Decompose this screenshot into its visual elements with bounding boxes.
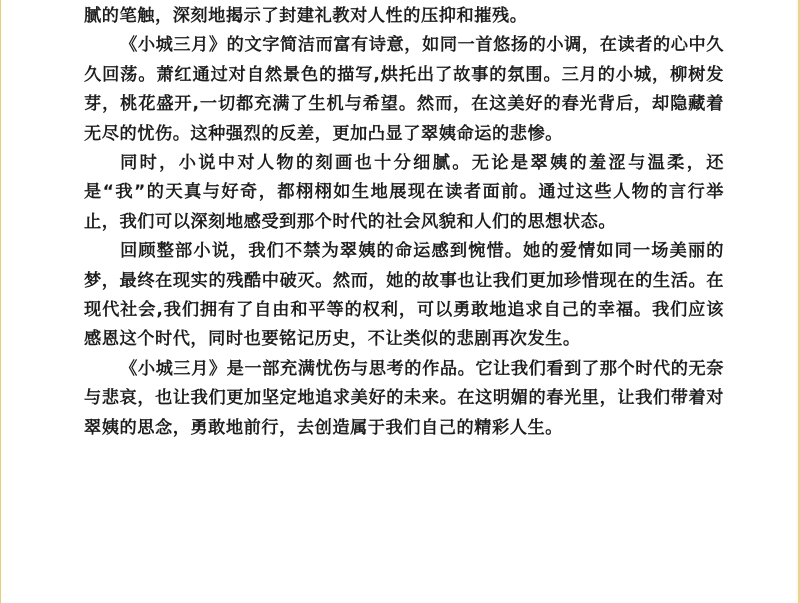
paragraph-characters: 同时，小说中对人物的刻画也十分细腻。无论是翠姨的羞涩与温柔，还是“我”的天真与好奇，都栩栩如生地展现在读者面前。通过这些人物的言行举止，我们可以深刻地感受到那个时代的社会风貌和人们的思想状态。 <box>84 153 724 232</box>
paragraph-reflection: 回顾整部小说，我们不禁为翠姨的命运感到惋惜。她的爱情如同一场美丽的梦，最终在现实的残酷中破灭。然而，她的故事也让我们更加珍惜现在的生活。在现代社会,我们拥有了自由和平等的权利，可以勇敢地追求自己的幸福。我们应该感恩这个时代，同时也要铭记历史，不让类似的悲剧再次发生。 <box>84 241 724 350</box>
paragraph-style: 《小城三月》的文字简洁而富有诗意，如同一首悠扬的小调，在读者的心中久久回荡。萧红通过对自然景色的描写,烘托出了故事的氛围。三月的小城，柳树发芽，桃花盛开,一切都充满了生机与希望。然而，在这美好的春光背后，却隐藏着无尽的忧伤。这种强烈的反差，更加凸显了翠姨命运的悲惨。 <box>84 35 724 144</box>
paragraph-conclusion: 《小城三月》是一部充满忧伤与思考的作品。它让我们看到了那个时代的无奈与悲哀，也让我们更加坚定地追求美好的未来。在这明媚的春光里，让我们带着对翠姨的思念，勇敢地前行，去创造属于我们自己的精彩人生。 <box>84 358 724 438</box>
article-body <box>84 2 724 443</box>
page-border-left <box>0 0 1 603</box>
paragraph-continuation: 腻的笔触，深刻地揭示了封建礼教对人性的压抑和摧残。 <box>84 6 528 26</box>
